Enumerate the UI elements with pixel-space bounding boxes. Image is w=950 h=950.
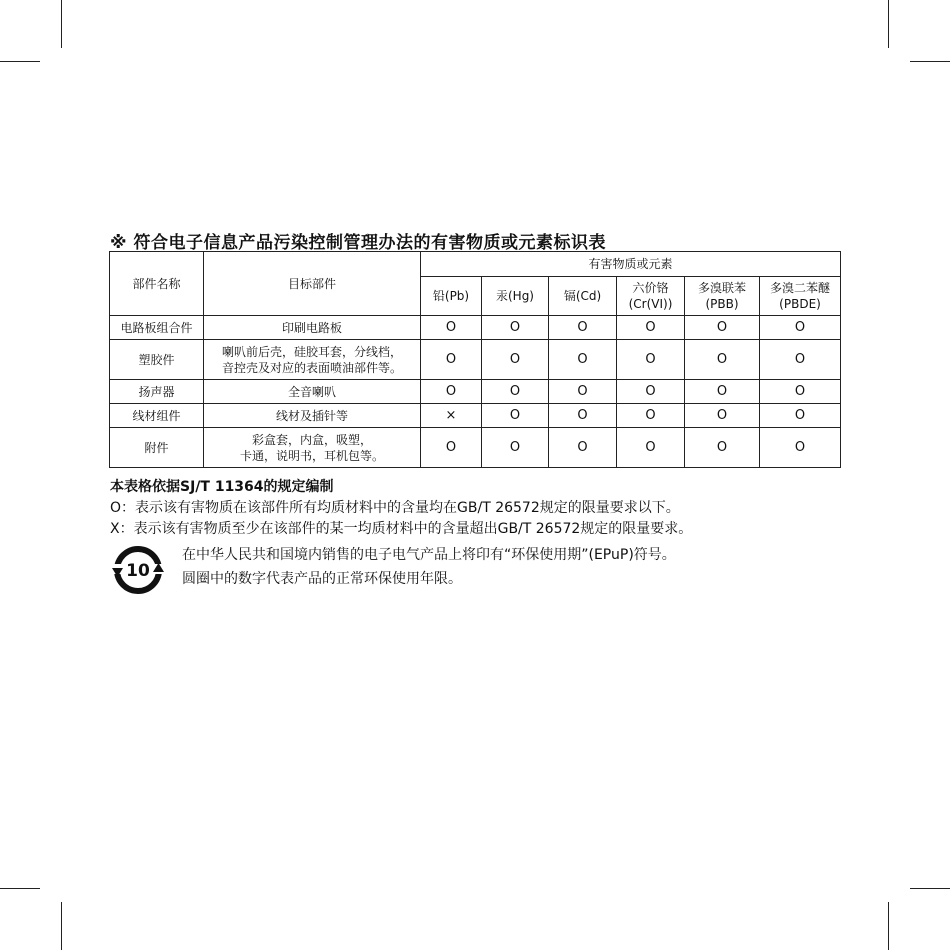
part-name-cell: 附件 bbox=[110, 428, 204, 468]
target-part-line: 卡通，说明书，耳机包等。 bbox=[239, 448, 384, 463]
substance-mark-cell: O bbox=[617, 428, 685, 468]
part-name-cell: 电路板组合件 bbox=[110, 316, 204, 340]
substance-mark-cell: O bbox=[482, 404, 549, 428]
crop-mark-top-right-v bbox=[888, 0, 889, 48]
epup-description-line1: 在中华人民共和国境内销售的电子电气产品上将印有“环保使用期”(EPuP)符号。 bbox=[182, 547, 676, 563]
substance-mark-cell: O bbox=[760, 316, 841, 340]
substance-name: 汞(Hg) bbox=[495, 289, 534, 303]
target-part-cell bbox=[204, 380, 421, 404]
header-substance bbox=[549, 277, 617, 316]
x-symbol-note: X：表示该有害物质至少在该部件的某一均质材料中的含量超出GB/T 26572规定的限量要求。 bbox=[110, 521, 693, 537]
crop-mark-bottom-right-h bbox=[910, 888, 950, 889]
substance-name: 镉(Cd) bbox=[563, 289, 602, 303]
target-part-cell bbox=[204, 404, 421, 428]
target-part-line: 印刷电路板 bbox=[281, 320, 342, 335]
substance-mark-cell: O bbox=[760, 380, 841, 404]
o-symbol-note: O：表示该有害物质在该部件所有均质材料中的含量均在GB/T 26572规定的限量要求以下。 bbox=[110, 500, 680, 516]
crop-mark-bottom-left-h bbox=[0, 888, 40, 889]
substance-mark-cell: O bbox=[482, 428, 549, 468]
header-part-name: 部件名称 bbox=[110, 252, 204, 316]
epup-years-label: 10 bbox=[126, 561, 150, 581]
substance-name: 多溴联苯 bbox=[697, 281, 746, 295]
substance-mark-cell: O bbox=[685, 428, 760, 468]
target-part-line: 线材及插针等 bbox=[275, 408, 348, 423]
target-part-cell bbox=[204, 316, 421, 340]
substance-mark-cell: O bbox=[685, 404, 760, 428]
header-substance bbox=[482, 277, 549, 316]
target-part-line: 音控壳及对应的表面喷油部件等。 bbox=[221, 360, 402, 375]
substance-mark-cell: O bbox=[421, 316, 482, 340]
target-part-line: 喇叭前后壳，硅胶耳套，分线档， bbox=[221, 344, 402, 359]
table-row bbox=[110, 316, 841, 340]
substance-mark-cell: O bbox=[549, 340, 617, 380]
document-title: ※ 符合电子信息产品污染控制管理办法的有害物质或元素标识表 bbox=[110, 233, 606, 253]
substance-mark-cell: O bbox=[549, 316, 617, 340]
header-substance bbox=[617, 277, 685, 316]
hazardous-substance-table bbox=[109, 251, 841, 468]
substance-mark-cell: O bbox=[549, 380, 617, 404]
substance-mark-cell: O bbox=[685, 316, 760, 340]
substance-mark-cell: O bbox=[760, 404, 841, 428]
substance-mark-cell: O bbox=[549, 428, 617, 468]
part-name-cell: 扬声器 bbox=[110, 380, 204, 404]
epup-10-years-icon bbox=[110, 542, 166, 598]
target-part-cell bbox=[204, 340, 421, 380]
part-name-cell: 线材组件 bbox=[110, 404, 204, 428]
crop-mark-top-left-h bbox=[0, 61, 40, 62]
substance-mark-cell: O bbox=[685, 340, 760, 380]
crop-mark-bottom-right-v bbox=[888, 902, 889, 950]
substance-mark-cell: O bbox=[760, 428, 841, 468]
substance-mark-cell: O bbox=[421, 380, 482, 404]
substance-mark-cell: O bbox=[617, 380, 685, 404]
header-target-part: 目标部件 bbox=[204, 252, 421, 316]
table-row bbox=[110, 340, 841, 380]
target-part-line: 彩盒套，内盒，吸塑， bbox=[251, 432, 372, 447]
substance-mark-cell: O bbox=[617, 316, 685, 340]
header-substance bbox=[760, 277, 841, 316]
crop-mark-top-left-v bbox=[61, 0, 62, 48]
substance-mark-cell: O bbox=[549, 404, 617, 428]
substance-abbreviation: (Cr(VI)) bbox=[628, 297, 673, 311]
part-name-cell: 塑胶件 bbox=[110, 340, 204, 380]
substance-mark-cell: × bbox=[421, 404, 482, 428]
substance-mark-cell: O bbox=[482, 340, 549, 380]
target-part-cell bbox=[204, 428, 421, 468]
header-substance bbox=[421, 277, 482, 316]
table-row bbox=[110, 428, 841, 468]
crop-mark-top-right-h bbox=[910, 61, 950, 62]
substance-mark-cell: O bbox=[421, 428, 482, 468]
substance-abbreviation: (PBDE) bbox=[779, 297, 821, 311]
header-substance-group: 有害物质或元素 bbox=[421, 252, 841, 277]
epup-description-line2: 圆圈中的数字代表产品的正常环保使用年限。 bbox=[182, 571, 462, 587]
substance-mark-cell: O bbox=[617, 340, 685, 380]
header-substance bbox=[685, 277, 760, 316]
substance-name: 六价铬 bbox=[632, 281, 669, 295]
standard-basis-note: 本表格依据SJ/T 11364的规定编制 bbox=[110, 479, 334, 495]
substance-mark-cell: O bbox=[760, 340, 841, 380]
substance-mark-cell: O bbox=[685, 380, 760, 404]
table-row bbox=[110, 404, 841, 428]
substance-mark-cell: O bbox=[617, 404, 685, 428]
substance-name: 多溴二苯醚 bbox=[769, 281, 830, 295]
substance-name: 铅(Pb) bbox=[432, 289, 470, 303]
crop-mark-bottom-left-v bbox=[61, 902, 62, 950]
target-part-line: 全音喇叭 bbox=[287, 384, 336, 399]
substance-mark-cell: O bbox=[421, 340, 482, 380]
table-row bbox=[110, 380, 841, 404]
substance-mark-cell: O bbox=[482, 380, 549, 404]
substance-abbreviation: (PBB) bbox=[705, 297, 739, 311]
substance-mark-cell: O bbox=[482, 316, 549, 340]
